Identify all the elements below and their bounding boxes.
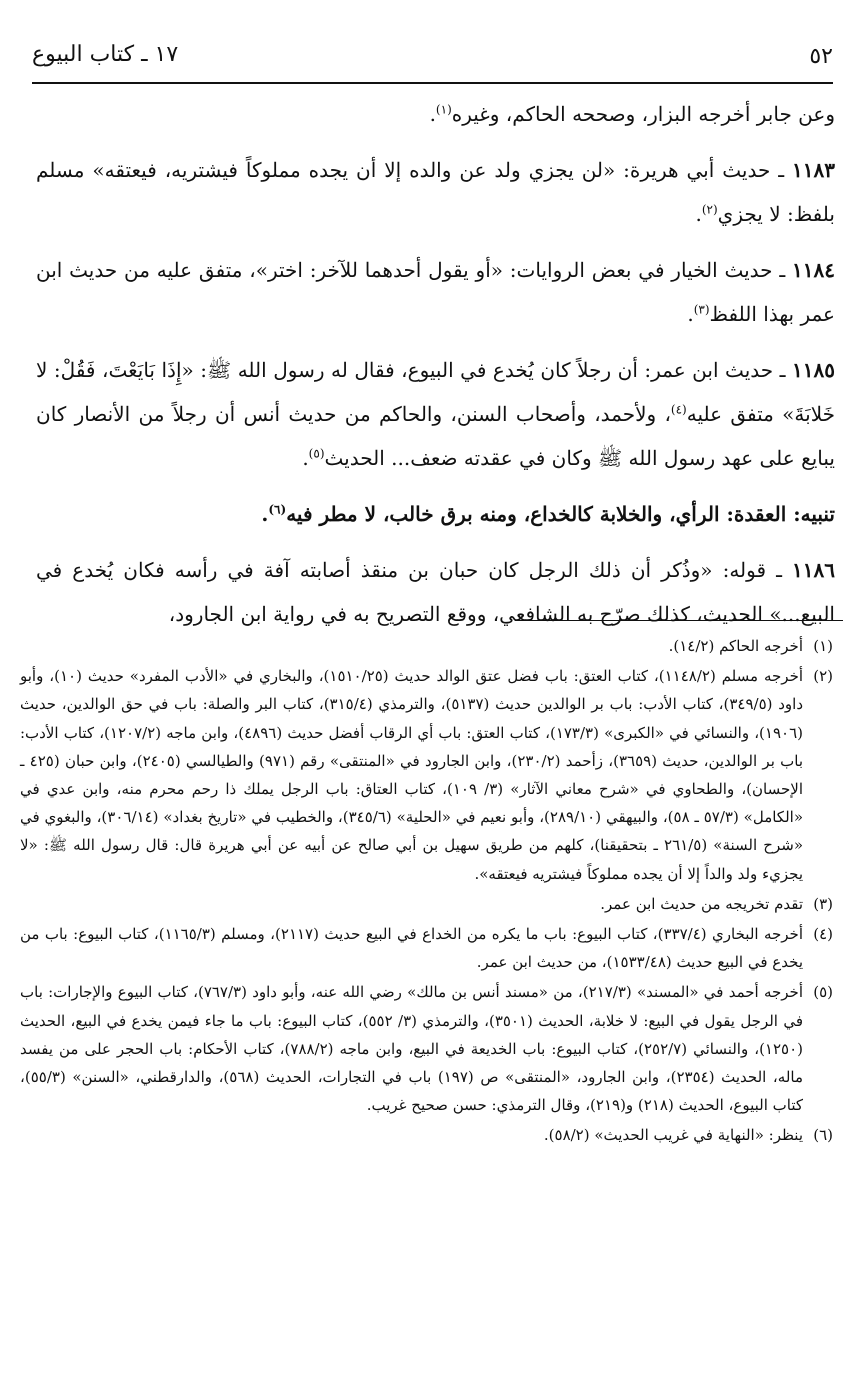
page-header <box>32 40 833 88</box>
footnote-text: أخرجه مسلم (١١٤٨/٢)، كتاب العتق: باب فضل عتق الوالد حديث (١٥١٠/٢٥)، والبخاري في «الأدب المفرد» حديث (١٠)، وأبو داود (٣٤٩/٥)، كتاب الأدب: باب بر الوالدين حديث (٥١٣٧)، والترمذي (٣١٥/٤)، كتاب البر والصلة: باب في حق الوالدين، حديث (١٩٠٦)، والنسائي في «الكبرى» (١٧٣/٣)، كتاب العتق: باب أي الرقاب أفضل حديث (٤٨٩٦)، وابن ماجه (١٢٠٧/٢)، كتاب الأدب: باب بر الوالدين، حديث (٣٦٥٩)، زأحمد (٢٣٠/٢)، وابن الجارود في «المنتقى» رقم (٩٧١) والطيالسي (٢٤٠٥)، وابن حبان (٤٢٥ ـ الإحسان)، والطحاوي في «شرح معاني الآثار» (٣/ ١٠٩)، كتاب العتاق: باب الرجل يملك ذا رحم محرم منه، وابن عدي في «الكامل» (٥٧/٣ ـ ٥٨)، والبيهقي (٢٨٩/١٠)، وأبو نعيم في «الحلية» (٣٤٥/٦)، والخطيب في «تاريخ بغداد» (٣٠٦/١٤)، والبغوي في «شرح السنة» (٢٦١/٥ ـ بتحقيقنا)، كلهم من طريق سهيل بن أبي صالح عن أبيه عن أبي هريرة قال: قال رسول الله ﷺ: «لا يجزيء ولد والداً إلا أن يجده مملوكاً فيشتريه فيعتقه». <box>20 667 804 883</box>
footnote-ref: (٦) <box>268 502 287 517</box>
footnote-ref: (٤) <box>670 402 687 417</box>
hadith-number: ١١٨٣ <box>792 158 835 182</box>
footnote-separator <box>515 620 843 621</box>
hadith-paragraph: ١١٨٥ ـ حديث ابن عمر: أن رجلاً كان يُخدع في البيوع، فقال له رسول الله ﷺ: «إِذَا بَايَعْتَ، فَقُلْ: لا خَلابَةَ» متفق عليه$^{(٤)}$، ولأحمد، وأصحاب السنن، والحاكم من حديث أنس أن رجلاً من الأنصار كان يبايع على عهد رسول الله ﷺ وكان في عقدته ضعف... الحديث$^{(٥)}$. <box>36 358 836 470</box>
footnote-text: أخرجه أحمد في «المسند» (٢١٧/٣)، من «مسند أنس بن مالك» رضي الله عنه، وأبو داود (٧٦٧/٣)، كتاب البيوع والإجارات: باب في الرجل يقول في البيع: لا خلابة، الحديث (٣٥٠١)، والترمذي (٣/ ٥٥٢)، كتاب البيوع: باب ما جاء فيمن يخدع في البيع، الحديث (١٢٥٠)، والنسائي (٢٥٢/٧)، كتاب البيوع: باب الخديعة في البيع، وابن ماجه (٧٨٨/٢)، كتاب الأحكام: باب الحجر على من يفسد ماله، الحديث (٢٣٥٤)، وابن الجارود، «المنتقى» ص (١٩٧) باب في التجارات، الحديث (٥٦٨)، والدارقطني، «السنن» (٥٥/٣)، كتاب البيوع، الحديث (٢١٨) و(٢١٩)، وقال الترمذي: حسن صحيح غريب. <box>20 983 804 1115</box>
footnote <box>20 920 833 976</box>
footnote-text: أخرجه الحاكم (١٤/٢). <box>668 637 803 655</box>
footnote-number: (٦) <box>813 1126 833 1145</box>
footnote-text: ينظر: «النهاية في غريب الحديث» (٥٨/٢). <box>543 1126 803 1145</box>
footnote <box>20 662 833 888</box>
hadith-paragraph: ١١٨٤ ـ حديث الخيار في بعض الروايات: «أو يقول أحدهما للآخر: اختر»، متفق عليه من حديث ابن عمر بهذا اللفظ$^{(٣)}$. <box>36 258 835 326</box>
page-number: ٥٢ <box>809 44 833 69</box>
footnote-text: تقدم تخريجه من حديث ابن عمر. <box>600 894 803 913</box>
footnote <box>20 1121 833 1149</box>
footnote-ref: (٥) <box>308 446 325 461</box>
footnote <box>20 632 833 660</box>
footnotes <box>20 632 833 1152</box>
footnote-number: (٤) <box>813 925 833 944</box>
footnote-number: (٢) <box>813 667 833 686</box>
hadith-number: ١١٨٤ <box>792 258 835 282</box>
hadith-paragraph: ١١٨٦ ـ قوله: «وذُكر أن ذلك الرجل كان حبان بن منقذ أصابته آفة في رأسه فكان يُخدع في البيع...» الحديث، كذلك صرّح به الشافعي، ووقع التصريح به في رواية ابن الجارود، <box>36 558 836 626</box>
running-title: ١٧ ـ كتاب البيوع <box>32 42 179 67</box>
footnote-text: أخرجه البخاري (٣٣٧/٤)، كتاب البيوع: باب ما يكره من الخداع في البيع حديث (٢١١٧)، ومسلم (١١٦٥/٣)، كتاب البيوع: باب من يخدع في البيع حديث (١٥٣٣/٤٨)، من حديث ابن عمر. <box>20 925 804 972</box>
hadith-paragraph: ١١٨٣ ـ حديث أبي هريرة: «لن يجزي ولد عن والده إلا أن يجده مملوكاً فيشتريه، فيعتقه» مسلم بلفظ: لا يجزي$^{(٢)}$. <box>36 158 835 226</box>
footnote-ref: (٢) <box>701 202 718 217</box>
footnote <box>20 978 833 1119</box>
footnote-number: (١) <box>813 637 833 655</box>
footnote-ref: (٣) <box>693 302 710 317</box>
footnote-ref: (١) <box>435 102 452 117</box>
footnote-number: (٥) <box>813 983 833 1002</box>
paragraph: وعن جابر أخرجه البزار، وصححه الحاكم، وغيره$^{(١)}$. <box>429 102 835 126</box>
hadith-number: ١١٨٦ <box>792 558 836 582</box>
note-paragraph: تنبيه: العقدة: الرأي، والخلابة كالخداع، ومنه برق خالب، لا مطر فيه$^{(٦)}$. <box>261 502 835 526</box>
footnote-number: (٣) <box>813 894 833 913</box>
header-rule <box>32 82 833 84</box>
hadith-number: ١١٨٥ <box>792 358 836 382</box>
main-text <box>36 92 835 648</box>
footnote <box>20 890 833 918</box>
